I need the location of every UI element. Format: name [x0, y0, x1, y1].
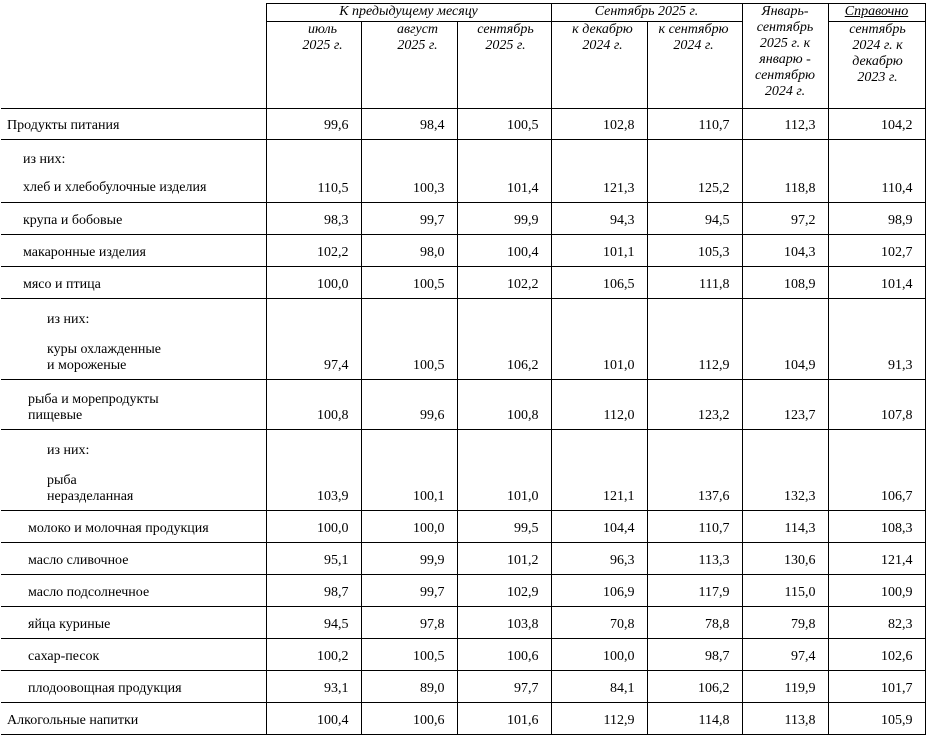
- cell-value: 100,0: [266, 511, 361, 543]
- header-col-to-dec: [551, 22, 647, 109]
- header-col-sep: [457, 22, 551, 109]
- cell-value: 97,2: [742, 203, 828, 235]
- cell-value: 112,3: [742, 109, 828, 140]
- cell-value: 98,3: [266, 203, 361, 235]
- row-label: масло подсолнечное: [1, 575, 266, 607]
- cell-value: 100,3: [361, 140, 457, 203]
- cell-value: 101,6: [457, 703, 551, 735]
- header-blank-cell: [1, 4, 266, 109]
- header-col-ref: [828, 22, 925, 109]
- row-label-group: [1, 140, 266, 203]
- cell-value: 100,2: [266, 639, 361, 671]
- cell-value: 110,5: [266, 140, 361, 203]
- cell-value: 94,5: [647, 203, 742, 235]
- header-jan-sep: [742, 4, 828, 109]
- cell-value: 98,0: [361, 235, 457, 267]
- cell-value: 96,3: [551, 543, 647, 575]
- cell-value: 102,6: [828, 639, 925, 671]
- table-row: [1, 703, 925, 735]
- row-label: рыба: [47, 473, 77, 488]
- cell-value: 108,3: [828, 511, 925, 543]
- cell-value: 112,9: [647, 299, 742, 380]
- cell-value: 123,2: [647, 380, 742, 430]
- table-row: [1, 299, 925, 380]
- cell-value: 99,7: [361, 203, 457, 235]
- header-col-ref-label: сентябрь 2024 г. к декабрю 2023 г.: [849, 22, 906, 85]
- cell-value: 102,9: [457, 575, 551, 607]
- header-col-to-sep-label: к сентябрю 2024 г.: [658, 22, 729, 53]
- cell-value: 100,5: [361, 299, 457, 380]
- header-sept: [551, 4, 742, 22]
- cell-value: 99,6: [361, 380, 457, 430]
- row-label-group: [1, 299, 266, 380]
- cell-value: 99,6: [266, 109, 361, 140]
- row-label-continued: и мороженые: [47, 358, 127, 373]
- header-prev-month: [266, 4, 551, 22]
- cell-value: 119,9: [742, 671, 828, 703]
- cell-value: 110,4: [828, 140, 925, 203]
- header-col-aug-label: август 2025 г.: [396, 22, 439, 53]
- cell-value: 99,5: [457, 511, 551, 543]
- table-row: [1, 203, 925, 235]
- table-row: [1, 140, 925, 203]
- cell-value: 100,5: [361, 267, 457, 299]
- row-label-continued: неразделанная: [47, 489, 134, 504]
- table-row: [1, 543, 925, 575]
- cell-value: 110,7: [647, 109, 742, 140]
- price-index-table: [1, 3, 926, 735]
- table-row: [1, 109, 925, 140]
- table-row: [1, 430, 925, 511]
- cell-value: 82,3: [828, 607, 925, 639]
- header-ref-label: Справочно: [844, 4, 909, 19]
- cell-value: 100,0: [361, 511, 457, 543]
- row-label-group: [1, 380, 266, 430]
- header-jan-sep-label: Январь-сентябрь 2025 г. к январю - сентябрю 2024 г.: [755, 4, 815, 99]
- cell-value: 105,9: [828, 703, 925, 735]
- cell-value: 70,8: [551, 607, 647, 639]
- cell-value: 101,0: [457, 430, 551, 511]
- cell-value: 107,8: [828, 380, 925, 430]
- cell-value: 98,7: [647, 639, 742, 671]
- row-label-sub-header: из них:: [23, 152, 66, 167]
- table-row: [1, 671, 925, 703]
- cell-value: 104,2: [828, 109, 925, 140]
- cell-value: 99,9: [457, 203, 551, 235]
- row-label: яйца куриные: [1, 607, 266, 639]
- header-col-jul: [266, 22, 361, 109]
- cell-value: 106,5: [551, 267, 647, 299]
- cell-value: 118,8: [742, 140, 828, 203]
- cell-value: 91,3: [828, 299, 925, 380]
- row-label: хлеб и хлебобулочные изделия: [23, 180, 207, 195]
- cell-value: 101,2: [457, 543, 551, 575]
- cell-value: 123,7: [742, 380, 828, 430]
- cell-value: 84,1: [551, 671, 647, 703]
- cell-value: 89,0: [361, 671, 457, 703]
- cell-value: 97,7: [457, 671, 551, 703]
- cell-value: 101,4: [457, 140, 551, 203]
- cell-value: 113,8: [742, 703, 828, 735]
- cell-value: 104,9: [742, 299, 828, 380]
- header-group-row: [1, 4, 925, 22]
- row-label: крупа и бобовые: [1, 203, 266, 235]
- cell-value: 79,8: [742, 607, 828, 639]
- cell-value: 115,0: [742, 575, 828, 607]
- table-row: [1, 235, 925, 267]
- cell-value: 112,0: [551, 380, 647, 430]
- cell-value: 101,0: [551, 299, 647, 380]
- cell-value: 106,2: [647, 671, 742, 703]
- cell-value: 106,7: [828, 430, 925, 511]
- row-label-sub-header: из них:: [47, 312, 90, 327]
- cell-value: 100,6: [361, 703, 457, 735]
- cell-value: 93,1: [266, 671, 361, 703]
- cell-value: 113,3: [647, 543, 742, 575]
- cell-value: 100,0: [266, 267, 361, 299]
- row-label: куры охлажденные: [47, 342, 161, 357]
- cell-value: 97,4: [266, 299, 361, 380]
- row-label: молоко и молочная продукция: [1, 511, 266, 543]
- header-col-to-sep: [647, 22, 742, 109]
- cell-value: 101,1: [551, 235, 647, 267]
- row-label: мясо и птица: [1, 267, 266, 299]
- table-row: [1, 607, 925, 639]
- header-col-jul-label: июль 2025 г.: [302, 22, 343, 53]
- row-label: плодоовощная продукция: [1, 671, 266, 703]
- cell-value: 98,9: [828, 203, 925, 235]
- cell-value: 78,8: [647, 607, 742, 639]
- cell-value: 117,9: [647, 575, 742, 607]
- cell-value: 98,7: [266, 575, 361, 607]
- cell-value: 98,4: [361, 109, 457, 140]
- table-row: [1, 639, 925, 671]
- row-label: рыба и морепродукты: [28, 392, 159, 407]
- cell-value: 100,5: [457, 109, 551, 140]
- cell-value: 95,1: [266, 543, 361, 575]
- cell-value: 100,8: [457, 380, 551, 430]
- cell-value: 121,3: [551, 140, 647, 203]
- cell-value: 104,4: [551, 511, 647, 543]
- cell-value: 103,9: [266, 430, 361, 511]
- cell-value: 132,3: [742, 430, 828, 511]
- row-label: Алкогольные напитки: [1, 703, 266, 735]
- cell-value: 100,0: [551, 639, 647, 671]
- table-row: [1, 380, 925, 430]
- cell-value: 94,5: [266, 607, 361, 639]
- header-ref: [828, 4, 925, 22]
- cell-value: 100,6: [457, 639, 551, 671]
- cell-value: 112,9: [551, 703, 647, 735]
- cell-value: 114,8: [647, 703, 742, 735]
- cell-value: 100,8: [266, 380, 361, 430]
- cell-value: 100,1: [361, 430, 457, 511]
- row-label-continued: пищевые: [28, 408, 83, 423]
- cell-value: 121,4: [828, 543, 925, 575]
- row-label-sub-header: из них:: [47, 443, 90, 458]
- row-label: макаронные изделия: [1, 235, 266, 267]
- table-row: [1, 511, 925, 543]
- row-label: масло сливочное: [1, 543, 266, 575]
- header-sept-label: Сентябрь 2025 г.: [594, 4, 699, 19]
- cell-value: 102,2: [266, 235, 361, 267]
- cell-value: 102,8: [551, 109, 647, 140]
- cell-value: 114,3: [742, 511, 828, 543]
- table-row: [1, 575, 925, 607]
- cell-value: 102,2: [457, 267, 551, 299]
- cell-value: 108,9: [742, 267, 828, 299]
- cell-value: 105,3: [647, 235, 742, 267]
- cell-value: 100,9: [828, 575, 925, 607]
- cell-value: 99,9: [361, 543, 457, 575]
- cell-value: 103,8: [457, 607, 551, 639]
- cell-value: 121,1: [551, 430, 647, 511]
- cell-value: 110,7: [647, 511, 742, 543]
- cell-value: 100,4: [266, 703, 361, 735]
- cell-value: 101,4: [828, 267, 925, 299]
- cell-value: 137,6: [647, 430, 742, 511]
- cell-value: 125,2: [647, 140, 742, 203]
- cell-value: 100,4: [457, 235, 551, 267]
- header-col-aug: [361, 22, 457, 109]
- header-col-to-dec-label: к декабрю 2024 г.: [572, 22, 633, 53]
- cell-value: 130,6: [742, 543, 828, 575]
- row-label: Продукты питания: [1, 109, 266, 140]
- cell-value: 97,8: [361, 607, 457, 639]
- table-row: [1, 267, 925, 299]
- row-label-group: [1, 430, 266, 511]
- header-col-sep-label: сентябрь 2025 г.: [477, 22, 534, 53]
- cell-value: 97,4: [742, 639, 828, 671]
- row-label: сахар-песок: [1, 639, 266, 671]
- cell-value: 100,5: [361, 639, 457, 671]
- cell-value: 94,3: [551, 203, 647, 235]
- cell-value: 111,8: [647, 267, 742, 299]
- header-prev-month-label: К предыдущему месяцу: [339, 4, 478, 19]
- cell-value: 99,7: [361, 575, 457, 607]
- cell-value: 104,3: [742, 235, 828, 267]
- cell-value: 101,7: [828, 671, 925, 703]
- cell-value: 106,9: [551, 575, 647, 607]
- cell-value: 106,2: [457, 299, 551, 380]
- cell-value: 102,7: [828, 235, 925, 267]
